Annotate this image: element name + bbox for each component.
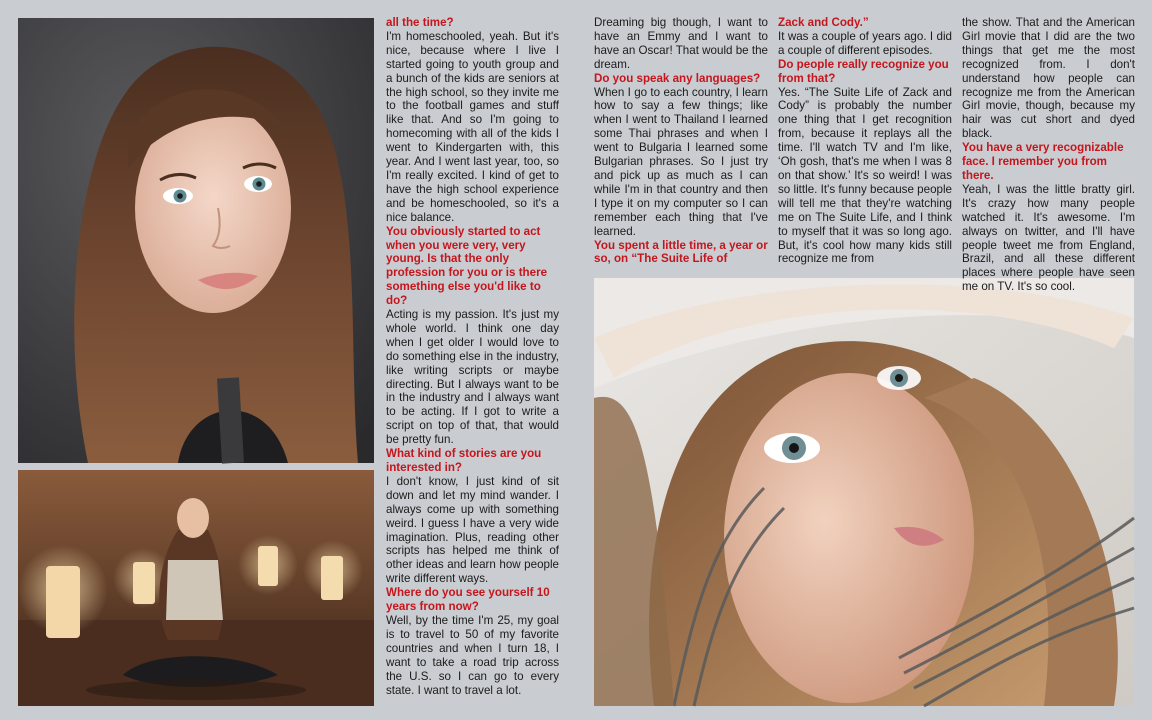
text-column-1 bbox=[386, 16, 559, 706]
interview-answer: When I go to each country, I learn how to say a few things; like when I went to Thailand I learned some Thai phrases and when I went to Bulgaria I learned some Bulgarian phrases. So I just try and pick up as much as I can while I'm in that country and then I type it on my computer so I can remember each thing that I've learned. bbox=[594, 85, 768, 238]
interview-question: What kind of stories are you interested in? bbox=[386, 447, 542, 474]
interview-answer: I don't know, I just kind of sit down and let my mind wander. I always come up with something weird. I guess I have a very wide imagination. Plus, reading other scripts has helped me think of other ideas and learn how people write different ways. bbox=[386, 474, 559, 586]
interview-answer: the show. That and the American Girl movie that I did are the two things that get me the most recognized from. I don't understand how people can recognize me from the American Girl movie, though, because my hair was cut short and dyed black. bbox=[962, 16, 1135, 141]
interview-answer: I'm homeschooled, yeah. But it's nice, because where I live I started going to youth group and a bunch of the kids are seniors at the high school, so they invite me to the football games and stuff like that. And so I'm going to homecoming with all of the kids I went to Kindergarten with, this year. And I went last year, too, so I'm really excited. I kind of get to have the high school experience and be homeschooled, so it's a nice balance. bbox=[386, 29, 559, 224]
interview-answer: Yeah, I was the little bratty girl. It's crazy how many people watched it. It's awesome. I'm always on twitter, and I'll have people tweet me from England, Brazil, and all these different places where people have seen me on TV. It's so cool. bbox=[962, 182, 1135, 294]
interview-answer: Yes. “The Suite Life of Zack and Cody” is probably the number one thing that I get recognition from, because it replays all the time. I'll watch TV and I'm like, ‘Oh gosh, that's me when I was 8 on that show.’ It's so weird! I was so little. It's funny because people will tell me that they're watching me on The Suite Life, and I think to myself that it was so long ago. But, it's cool how many kids still recognize me from bbox=[778, 85, 952, 266]
interview-answer: It was a couple of years ago. I did a couple of different episodes. bbox=[778, 29, 952, 57]
interview-question: all the time? bbox=[386, 16, 454, 29]
text-column-4 bbox=[962, 16, 1135, 294]
text-column-2 bbox=[594, 16, 768, 278]
text-column-3 bbox=[778, 16, 952, 278]
interview-answer: Dreaming big though, I want to have an Emmy and I want to have an Oscar! That would be the dream. bbox=[594, 16, 768, 71]
interview-question: Where do you see yourself 10 years from now? bbox=[386, 586, 550, 614]
interview-question: You obviously started to act when you were very, very young. Is that the only profession for you or is there something else you'd like to do? bbox=[386, 224, 548, 308]
interview-question: Zack and Cody.” bbox=[778, 16, 869, 29]
interview-question: Do people really recognize you from that? bbox=[778, 57, 949, 85]
interview-question: You spent a little time, a year or so, on “The Suite Life of bbox=[594, 238, 768, 266]
interview-answer: Acting is my passion. It's just my whole world. I think one day when I get older I would love to do something else in the industry, like writing scripts or maybe directing. But I always want to be in the industry and I always want to be acting. If I got to write a script on top of that, that would be pretty fun. bbox=[386, 308, 559, 447]
portrait-photo bbox=[18, 18, 374, 463]
interview-question: You have a very recognizable face. I remember you from there. bbox=[962, 141, 1124, 182]
interview-answer: Well, by the time I'm 25, my goal is to travel to 50 of my favorite countries and when I turn 18, I want to take a road trip across the U.S. so I can go to every state. I want to travel a lot. bbox=[386, 613, 559, 697]
candle-room-photo bbox=[18, 470, 374, 706]
interview-question: Do you speak any languages? bbox=[594, 71, 761, 85]
closeup-portrait-photo bbox=[594, 278, 1134, 706]
